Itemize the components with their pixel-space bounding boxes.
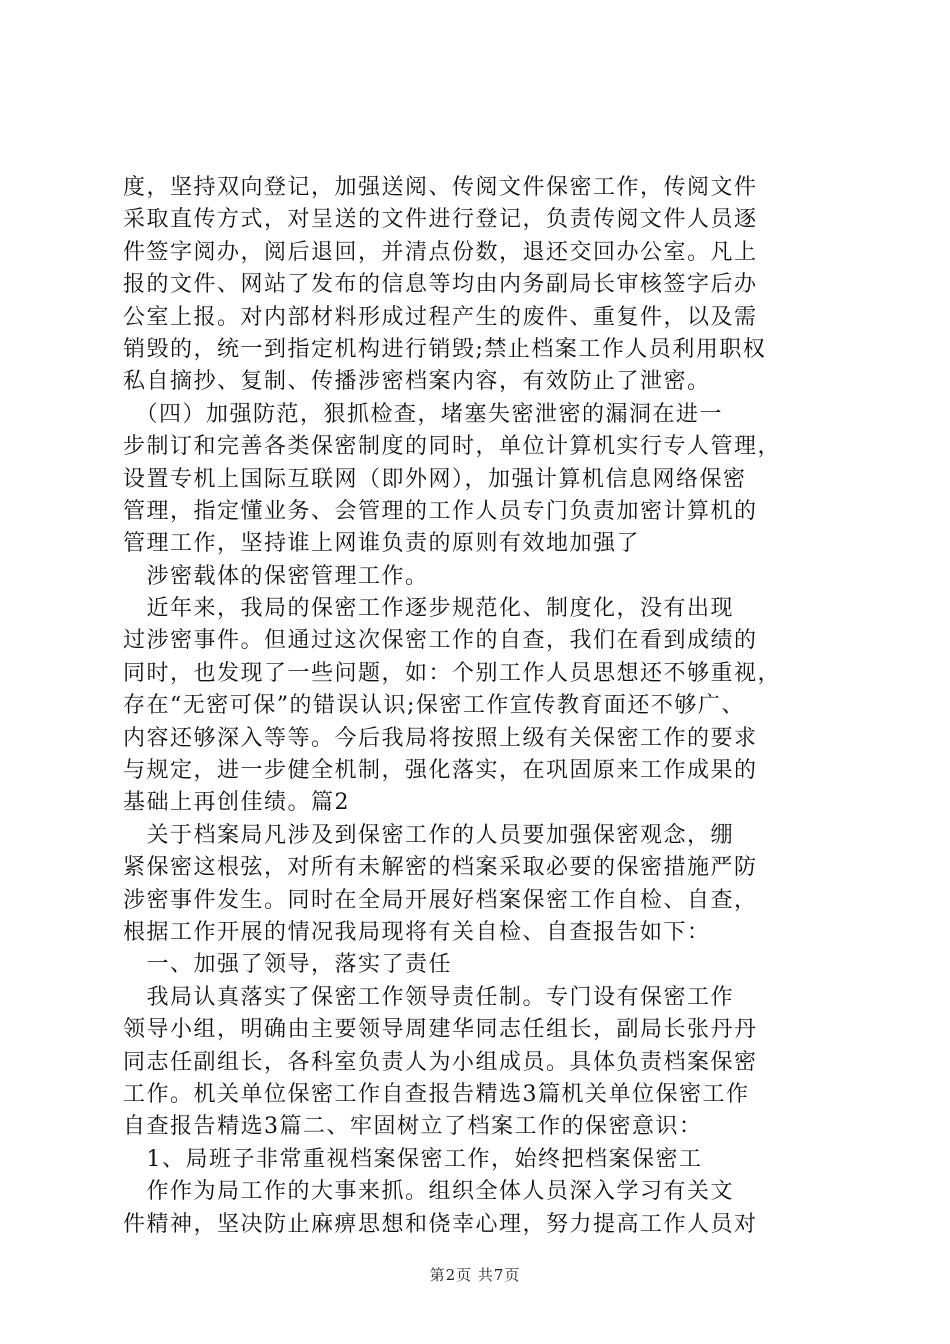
text-line: 涉密事件发生。同时在全局开展好档案保密工作自检、自查，: [123, 887, 758, 913]
text-line: 私自摘抄、复制、传播涉密档案内容，有效防止了泄密。: [123, 369, 711, 395]
document-body: [123, 172, 843, 1241]
text-line: 我局认真落实了保密工作领导责任制。专门设有保密工作: [123, 984, 735, 1010]
text-line: 过涉密事件。但通过这次保密工作的自查，我们在看到成绩的: [123, 628, 758, 654]
text-line: 关于档案局凡涉及到保密工作的人员要加强保密观念，绷: [123, 822, 735, 848]
text-line: 步制订和完善各类保密制度的同时，单位计算机实行专人管理，: [123, 434, 782, 460]
text-line: 根据工作开展的情况我局现将有关自检、自查报告如下：: [123, 919, 711, 945]
text-line: 与规定，进一步健全机制，强化落实，在巩固原来工作成果的: [123, 758, 758, 784]
text-line: 近年来，我局的保密工作逐步规范化、制度化，没有出现: [123, 596, 735, 622]
text-line: 销毁的，统一到指定机构进行销毁;禁止档案工作人员利用职权: [123, 336, 767, 362]
text-line: 件精神，坚决防止麻痹思想和侥幸心理，努力提高工作人员对: [123, 1211, 758, 1237]
text-line: 作作为局工作的大事来抓。组织全体人员深入学习有关文: [123, 1179, 735, 1205]
text-line: （四）加强防范，狠抓检查，堵塞失密泄密的漏洞在进一: [123, 401, 724, 427]
text-line: 涉密载体的保密管理工作。: [123, 563, 429, 589]
text-line: 1、局班子非常重视档案保密工作，始终把档案保密工: [123, 1146, 703, 1172]
text-line: 设置专机上国际互联网（即外网），加强计算机信息网络保密: [123, 466, 747, 492]
text-line: 管理工作，坚持谁上网谁负责的原则有效地加强了: [123, 531, 641, 557]
text-line: 自查报告精选3篇二、牢固树立了档案工作的保密意识：: [123, 1114, 703, 1140]
text-line: 同时，也发现了一些问题，如：个别工作人员思想还不够重视，: [123, 660, 782, 686]
text-line: 采取直传方式，对呈送的文件进行登记，负责传阅文件人员逐: [123, 207, 758, 233]
text-line: 领导小组，明确由主要领导周建华同志任组长，副局长张丹丹: [123, 1017, 758, 1043]
text-line: 基础上再创佳绩。篇2: [123, 790, 350, 816]
text-line: 管理，指定懂业务、会管理的工作人员专门负责加密计算机的: [123, 498, 758, 524]
text-line: 同志任副组长，各科室负责人为小组成员。具体负责档案保密: [123, 1049, 758, 1075]
text-line: 紧保密这根弦，对所有未解密的档案采取必要的保密措施严防: [123, 855, 758, 881]
page-number-footer: 第2页 共7页: [429, 1266, 521, 1284]
text-line: 度，坚持双向登记，加强送阅、传阅文件保密工作，传阅文件: [123, 175, 758, 200]
text-line: 内容还够深入等等。今后我局将按照上级有关保密工作的要求: [123, 725, 758, 751]
text-line: 报的文件、网站了发布的信息等均由内务副局长审核签字后办: [123, 272, 758, 298]
text-line: 存在“无密可保”的错误认识;保密工作宣传教育面还不够广、: [123, 693, 745, 719]
text-line: 件签字阅办，阅后退回，并清点份数，退还交回办公室。凡上: [123, 239, 758, 265]
text-line: 工作。机关单位保密工作自查报告精选3篇机关单位保密工作: [123, 1081, 750, 1107]
text-line: 一、加强了领导，落实了责任: [123, 952, 453, 978]
text-line: 公室上报。对内部材料形成过程产生的废件、重复件，以及需: [123, 304, 758, 330]
